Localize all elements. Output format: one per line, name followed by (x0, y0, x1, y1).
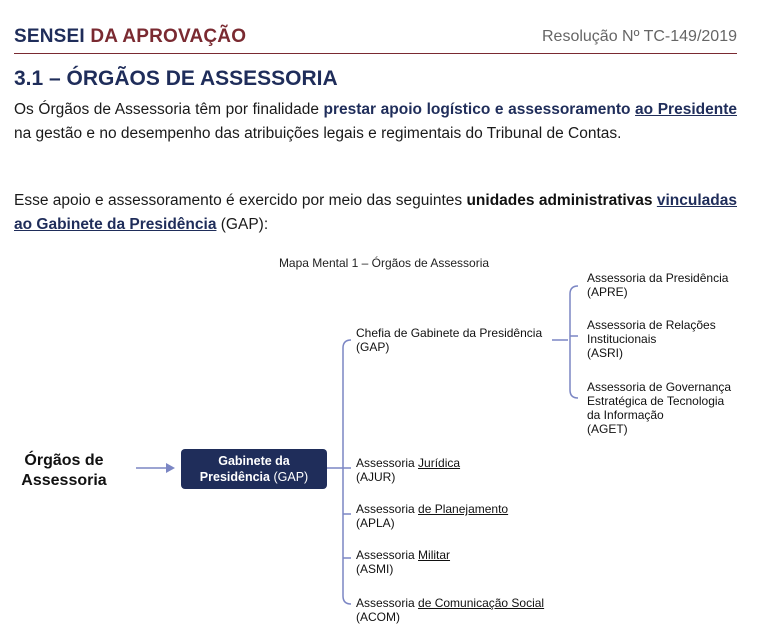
asri-line-2: Institucionais (587, 332, 657, 346)
p1-emphasis-underlined: ao Presidente (635, 101, 737, 118)
node-asri (587, 318, 716, 360)
ajur-prefix: Assessoria (356, 456, 415, 470)
aget-line-3: da Informação (587, 408, 664, 422)
node-asmi (356, 548, 450, 576)
asri-line-3: (ASRI) (587, 346, 623, 360)
apre-line-1: Assessoria da Presidência (587, 271, 729, 285)
apla-prefix: Assessoria (356, 502, 415, 516)
mindmap-root (12, 451, 116, 491)
gap-line-2-bold: Presidência (199, 470, 270, 484)
gap-line-2-suffix: (GAP) (273, 470, 309, 484)
chefia-line-1: Chefia de Gabinete da Presidência (356, 326, 543, 340)
main-trunk (343, 340, 351, 604)
apla-code: (APLA) (356, 516, 395, 530)
p2-emphasis-underlined: vinculadas ao Gabinete da Presidência (14, 192, 737, 233)
acom-underlined: de Comunicação Social (418, 596, 545, 610)
asri-line-1: Assessoria de Relações (587, 318, 716, 332)
p2-text-2: (GAP): (216, 216, 269, 233)
node-chefia (356, 326, 542, 354)
root-arrow-head (166, 463, 175, 473)
brand-part-1: SENSEI (14, 26, 85, 47)
chefia-line-2: (GAP) (356, 340, 390, 354)
ajur-underlined: Jurídica (418, 456, 461, 470)
apla-underlined: de Planejamento (418, 502, 509, 516)
brand-part-2: DA APROVAÇÃO (90, 26, 247, 47)
root-line-1: Órgãos de (24, 452, 104, 469)
node-acom (356, 596, 544, 624)
resolution-reference: Resolução Nº TC-149/2019 (542, 28, 737, 45)
aget-line-1: Assessoria de Governança (587, 380, 732, 394)
acom-code: (ACOM) (356, 610, 400, 624)
asmi-code: (ASMI) (356, 562, 394, 576)
root-line-2: Assessoria (21, 472, 107, 489)
mindmap-caption: Mapa Mental 1 – Órgãos de Assessoria (278, 256, 490, 270)
p1-text-2: na gestão e no desempenho das atribuições legais e regimentais do Tribunal de Contas. (14, 125, 622, 142)
section-title: 3.1 – ÓRGÃOS DE ASSESSORIA (14, 67, 338, 90)
aget-line-4: (AGET) (587, 422, 628, 436)
sub-trunk (570, 286, 578, 398)
apre-line-2: (APRE) (587, 285, 628, 299)
asmi-prefix: Assessoria (356, 548, 415, 562)
aget-line-2: Estratégica de Tecnologia (587, 394, 725, 408)
p2-text-1: Esse apoio e assessoramento é exercido por meio das seguintes (14, 192, 467, 209)
asmi-underlined: Militar (418, 548, 451, 562)
node-apla (356, 502, 508, 530)
p2-emphasis: unidades administrativas (466, 192, 653, 209)
ajur-code: (AJUR) (356, 470, 396, 484)
node-ajur (356, 456, 460, 484)
node-apre (587, 271, 728, 299)
acom-prefix: Assessoria (356, 596, 415, 610)
node-aget (587, 380, 731, 436)
gap-line-1: Gabinete da (218, 454, 290, 468)
gap-node (181, 449, 327, 489)
p1-emphasis: prestar apoio logístico e assessoramento (323, 101, 631, 118)
p1-text-1: Os Órgãos de Assessoria têm por finalidade (14, 101, 324, 118)
